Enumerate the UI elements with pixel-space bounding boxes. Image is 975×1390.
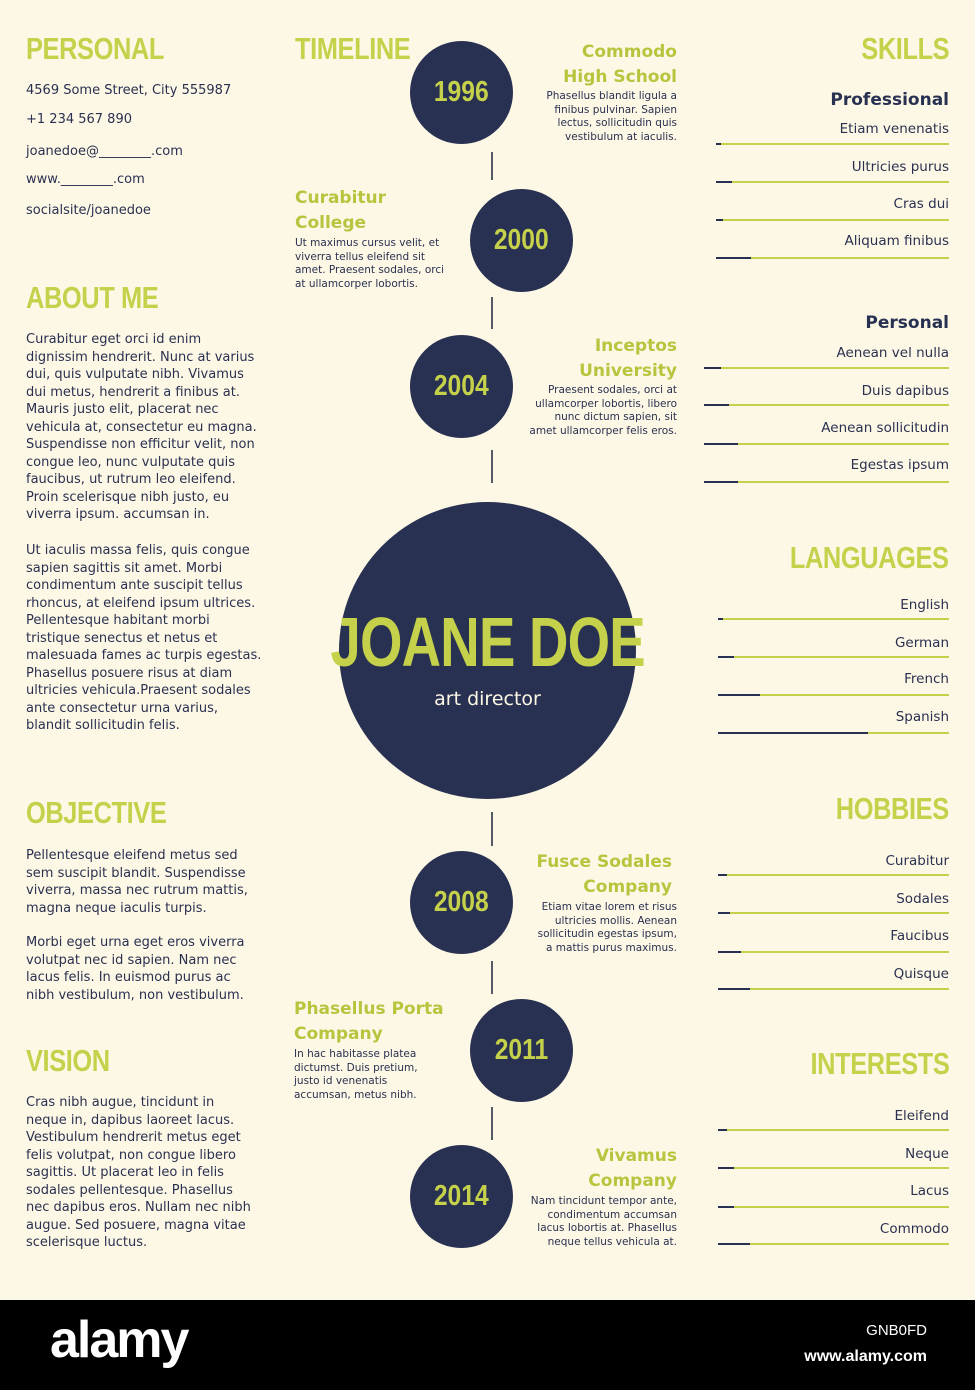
profile-role: art director	[434, 687, 541, 710]
timeline-heading: TIMELINE	[295, 31, 411, 66]
skill-bar	[716, 219, 949, 221]
timeline-connector	[491, 152, 493, 180]
about-paragraph-1: Curabitur eget orci id enim dignissim hendrerit. Nunc at varius dui, quis vulputate nibh. Vivamus dui metus, hendrerit a finibus at. Mauris justo elit, placerat nec vehicula at, consectetur eu magna. Suspendisse non efficitur velit, non congue leo, nunc vulputate quis faucibus, ut rutrum leo eleifend. Proin scelerisque nibh justo, eu viverra ipsum. accumsan in.	[26, 332, 257, 522]
interest-label: Lacus	[910, 1183, 949, 1199]
profile-circle	[330, 502, 645, 799]
personal-social: socialsite/joanedoe	[26, 203, 151, 218]
interest-bar	[718, 1243, 949, 1245]
personal-email: joanedoe@________.com	[26, 144, 183, 159]
hobby-label: Curabitur	[885, 853, 949, 869]
timeline-entry-title: Commodo High School	[563, 42, 677, 87]
timeline-entry-title: Phasellus Porta Company	[294, 999, 444, 1044]
interest-bar-fill	[718, 1129, 727, 1131]
skill-bar	[716, 181, 949, 183]
timeline-entry-title: Vivamus Company	[588, 1146, 677, 1191]
timeline-year-circle	[410, 1145, 513, 1248]
skill-bar-fill	[716, 181, 732, 183]
timeline-entry-description: Praesent sodales, orci at ullamcorper lobortis, libero nunc dictum sapien, sit amet ullamcorper felis eros.	[529, 384, 677, 438]
personal-web: www.________.com	[26, 172, 145, 187]
timeline-year-circle	[410, 335, 513, 438]
timeline-year: 2014	[434, 1180, 489, 1212]
objective-paragraph-2: Morbi eget urna eget eros viverra volutpat nec id sapien. Nam nec lacus felis. In euismod purus ac nibh vestibulum, non vestibulum.	[26, 935, 245, 1003]
language-bar-fill	[718, 694, 760, 696]
interest-bar-fill	[718, 1167, 734, 1169]
skill-label: Egestas ipsum	[850, 457, 949, 473]
timeline-entry-description: Phasellus blandit ligula a finibus pulvinar. Sapien lectus, sollicitudin quis vestibulum at iaculis.	[546, 90, 677, 144]
skill-bar	[704, 367, 949, 369]
skill-label: Aliquam finibus	[844, 233, 949, 249]
about-paragraph-2: Ut iaculis massa felis, quis congue sapien sagittis sit amet. Morbi condimentum ante suscipit tellus rhoncus, at eleifend ipsum ultrices. Pellentesque habitant morbi tristique senectus et netus et malesuada fames ac turpis egestas. Phasellus posuere risus at diam ultricies vehicula.Praesent sodales ante consectetur urna varius, blandit sollicitudin felis.	[26, 543, 262, 733]
timeline-entry-description: Nam tincidunt tempor ante, condimentum accumsan lacus lobortis at. Phasellus neque tellus vehicula at.	[530, 1195, 677, 1249]
hobby-bar-fill	[718, 874, 727, 876]
timeline-year-circle	[470, 189, 573, 292]
timeline-year-circle	[410, 41, 513, 144]
languages-heading: LANGUAGES	[790, 540, 949, 575]
hobby-label: Sodales	[896, 891, 949, 907]
timeline-connector	[491, 1107, 493, 1140]
timeline-year: 2008	[434, 886, 489, 918]
footer-url[interactable]: www.alamy.com	[804, 1348, 927, 1365]
timeline-entry-description: Etiam vitae lorem et risus ultricies mollis. Aenean sollicitudin egestas ipsum, a mattis purus maximus.	[537, 901, 677, 955]
personal-heading: PERSONAL	[26, 31, 164, 66]
interest-label: Commodo	[879, 1221, 949, 1237]
skill-label: Duis dapibus	[861, 383, 949, 399]
timeline-entry-title: Fusce Sodales Company	[536, 852, 672, 897]
skill-bar	[704, 443, 949, 445]
interest-bar	[718, 1206, 949, 1208]
skill-bar-fill	[704, 367, 721, 369]
hobby-bar-fill	[718, 951, 741, 953]
interest-bar	[718, 1167, 949, 1169]
personal-phone: +1 234 567 890	[26, 112, 132, 127]
skill-label: Cras dui	[893, 196, 949, 212]
hobby-label: Faucibus	[890, 928, 949, 944]
timeline-connector	[491, 297, 493, 329]
hobby-bar	[718, 988, 949, 990]
language-bar	[718, 656, 949, 658]
image-code: GNB0FD	[866, 1322, 927, 1339]
interest-bar	[718, 1129, 949, 1131]
language-bar-fill	[718, 618, 723, 620]
hobbies-heading: HOBBIES	[836, 791, 949, 826]
language-bar	[718, 618, 949, 620]
hobby-bar-fill	[718, 912, 730, 914]
timeline-year-circle	[470, 999, 573, 1102]
skill-label: Etiam venenatis	[839, 121, 949, 137]
timeline-year-circle	[410, 851, 513, 954]
skill-bar	[716, 257, 949, 259]
skill-bar-fill	[716, 257, 751, 259]
timeline-entry-title: Inceptos University	[579, 336, 677, 381]
skill-bar-fill	[704, 481, 738, 483]
skill-bar	[704, 481, 949, 483]
interest-label: Neque	[905, 1146, 949, 1162]
skill-label: Ultricies purus	[851, 159, 949, 175]
timeline-connector	[491, 450, 493, 483]
timeline-year: 2004	[434, 370, 489, 402]
profile-name: JOANE DOE	[330, 602, 645, 681]
timeline-year: 2011	[494, 1034, 549, 1066]
interest-bar-fill	[718, 1206, 734, 1208]
skill-bar	[716, 143, 949, 145]
skill-bar-fill	[716, 143, 721, 145]
skills-heading: SKILLS	[861, 31, 949, 66]
skill-label: Aenean sollicitudin	[821, 420, 949, 436]
language-label: German	[894, 635, 949, 651]
skill-bar-fill	[704, 404, 729, 406]
skill-bar-fill	[704, 443, 738, 445]
interest-label: Eleifend	[894, 1108, 949, 1124]
hobby-label: Quisque	[893, 966, 949, 982]
skill-bar-fill	[716, 219, 723, 221]
footer-bar	[0, 1300, 975, 1390]
skills-personal-label: Personal	[865, 313, 949, 333]
hobby-bar	[718, 912, 949, 914]
objective-heading: OBJECTIVE	[26, 795, 167, 830]
timeline-year: 1996	[434, 76, 489, 108]
vision-paragraph: Cras nibh augue, tincidunt in neque in, dapibus laoreet lacus. Vestibulum hendrerit metus eget felis volutpat, non congue libero sagittis. Ut placerat leo in felis sodales pellentesque. Phasellus nec dapibus eros. Nullam nec nibh augue. Sed posuere, magna vitae scelerisque luctus.	[26, 1095, 251, 1250]
interest-bar-fill	[718, 1243, 750, 1245]
timeline-year: 2000	[494, 224, 549, 256]
personal-address: 4569 Some Street, City 555987	[26, 83, 232, 98]
skill-bar	[704, 404, 949, 406]
objective-paragraph-1: Pellentesque eleifend metus sed sem suscipit blandit. Suspendisse viverra, massa nec rutrum mattis, magna neque iaculis turpis.	[26, 848, 248, 916]
language-label: Spanish	[895, 709, 949, 725]
hobby-bar	[718, 874, 949, 876]
timeline-entry-description: In hac habitasse platea dictumst. Duis pretium, justo id venenatis accumsan, metus nibh.	[294, 1048, 418, 1102]
timeline-connector	[491, 812, 493, 846]
language-label: French	[904, 671, 949, 687]
language-label: English	[900, 597, 949, 613]
vision-heading: VISION	[26, 1043, 110, 1078]
interests-heading: INTERESTS	[810, 1046, 949, 1081]
hobby-bar-fill	[718, 988, 750, 990]
skills-professional-label: Professional	[830, 90, 949, 110]
about-heading: ABOUT ME	[26, 280, 159, 315]
language-bar-fill	[718, 732, 868, 734]
alamy-logo: alamy	[50, 1311, 188, 1369]
language-bar	[718, 732, 949, 734]
timeline-entry-description: Ut maximus cursus velit, et viverra tellus eleifend sit amet. Praesent sodales, orci at ullamcorper lobortis.	[295, 237, 445, 291]
timeline-entry-title: Curabitur College	[295, 188, 387, 233]
hobby-bar	[718, 951, 949, 953]
timeline-connector	[491, 961, 493, 994]
language-bar-fill	[718, 656, 734, 658]
language-bar	[718, 694, 949, 696]
skill-label: Aenean vel nulla	[836, 345, 949, 361]
